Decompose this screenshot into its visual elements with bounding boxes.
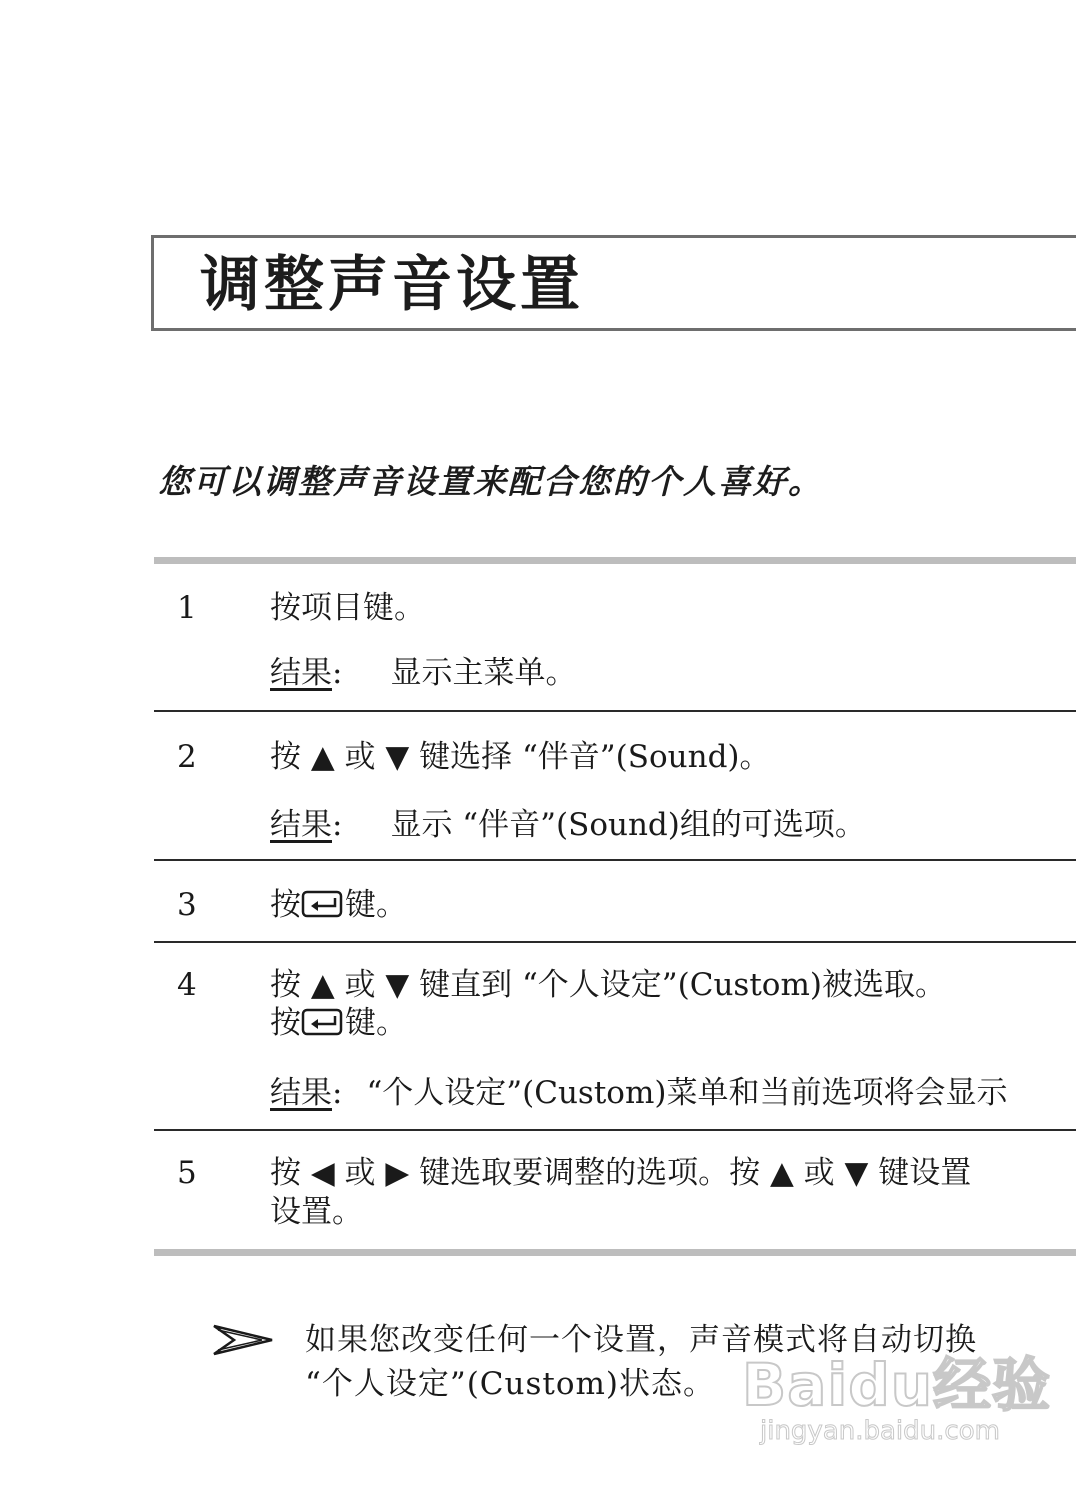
step-result: 结果: 显示主菜单。 (270, 655, 577, 691)
step-instruction: 按 ▲ 或 ▼ 键选择 “伴音”(Sound)。 (270, 739, 771, 775)
result-text: “个人设定”(Custom)菜单和当前选项将会显示 (366, 1075, 1008, 1111)
step-instruction: 按项目键。 (270, 590, 425, 626)
note-text: “个人设定”(Custom)状态。 (305, 1366, 715, 1402)
step-result: 结果: “个人设定”(Custom)菜单和当前选项将会显示 (270, 1075, 1008, 1111)
step-instruction: 按 键。 (270, 887, 407, 923)
intro-text: 您可以调整声音设置来配合您的个人喜好。 (158, 462, 823, 501)
table-top-rule (154, 557, 1076, 564)
step-number: 2 (177, 739, 197, 775)
result-label: 结果 (270, 655, 332, 691)
step-instruction: 按 ◀ 或 ▶ 键选取要调整的选项。按 ▲ 或 ▼ 键设置 (270, 1155, 972, 1191)
enter-key-icon (301, 889, 345, 919)
row-divider (154, 941, 1076, 943)
step-number: 4 (177, 967, 197, 1003)
watermark-brand: Baidu经验 (742, 1351, 1052, 1419)
result-label: 结果 (270, 807, 332, 843)
page-title: 调整声音设置 (200, 250, 584, 320)
note-text: 如果您改变任何一个设置，声音模式将自动切换 (305, 1322, 977, 1358)
step-number: 3 (177, 887, 197, 923)
row-divider (154, 1129, 1076, 1131)
step-number: 1 (177, 590, 197, 626)
result-label: 结果 (270, 1075, 332, 1111)
result-text: 显示 “伴音”(Sound)组的可选项。 (390, 807, 866, 843)
step-number: 5 (177, 1155, 197, 1191)
enter-key-icon (301, 1007, 345, 1037)
step-instruction: 设置。 (270, 1194, 363, 1230)
title-box (151, 235, 1076, 331)
result-text: 显示主菜单。 (390, 655, 577, 691)
step-result: 结果: 显示 “伴音”(Sound)组的可选项。 (270, 807, 866, 843)
watermark-url: jingyan.baidu.com (760, 1416, 1000, 1446)
row-divider (154, 859, 1076, 861)
row-divider (154, 710, 1076, 712)
arrow-pointer-icon (212, 1320, 276, 1360)
table-bottom-rule (154, 1249, 1076, 1256)
step-instruction: 按 键。 (270, 1005, 407, 1041)
baidu-watermark (742, 1338, 1052, 1458)
step-instruction: 按 ▲ 或 ▼ 键直到 “个人设定”(Custom)被选取。 (270, 967, 946, 1003)
